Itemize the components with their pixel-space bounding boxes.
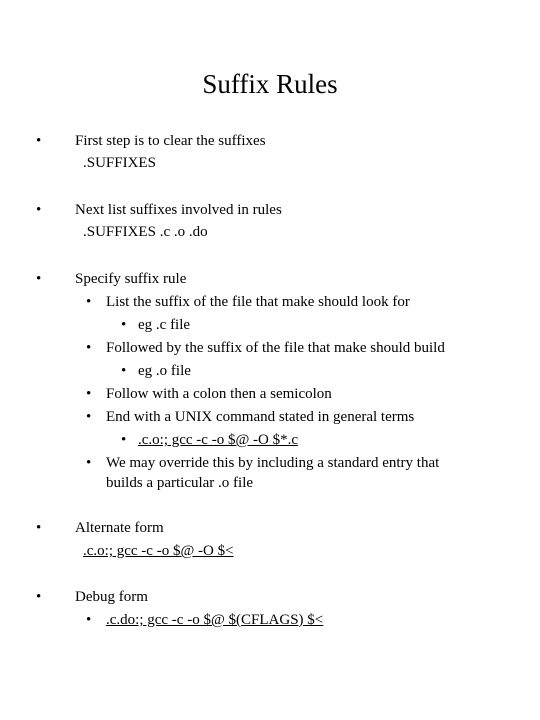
item-2-text: Next list suffixes involved in rules — [75, 202, 282, 218]
bullet-icon: • — [36, 271, 42, 287]
bullet-icon: • — [36, 133, 42, 149]
subsub-bullet-icon: • — [121, 363, 127, 379]
item-3-text: Specify suffix rule — [75, 271, 187, 287]
item-3-sub-2-detail: eg .o file — [138, 363, 191, 379]
item-3-sub-5-cont: builds a particular .o file — [106, 475, 254, 491]
item-1-text: First step is to clear the suffixes — [75, 133, 266, 149]
item-4-text: Alternate form — [75, 520, 164, 536]
item-3-sub-1: List the suffix of the file that make should look for — [106, 294, 410, 310]
sub-bullet-icon: • — [86, 455, 92, 471]
bullet-icon: • — [36, 520, 42, 536]
sub-bullet-icon: • — [86, 409, 92, 425]
item-3-sub-2: Followed by the suffix of the file that make should build — [106, 340, 445, 356]
subsub-bullet-icon: • — [121, 317, 127, 333]
item-5-sub-1: .c.do:; gcc -c -o $@ $(CFLAGS) $< — [106, 612, 324, 628]
item-3-sub-3: Follow with a colon then a semicolon — [106, 386, 332, 402]
subsub-bullet-icon: • — [121, 432, 127, 448]
item-3-sub-4-detail: .c.o:; gcc -c -o $@ -O $*.c — [138, 432, 299, 448]
item-4-code: .c.o:; gcc -c -o $@ -O $< — [83, 543, 234, 559]
bullet-icon: • — [36, 202, 42, 218]
sub-bullet-icon: • — [86, 612, 92, 628]
item-3-sub-1-detail: eg .c file — [138, 317, 191, 333]
item-3-sub-4: End with a UNIX command stated in general terms — [106, 409, 415, 425]
sub-bullet-icon: • — [86, 386, 92, 402]
slide-title: Suffix Rules — [202, 69, 338, 99]
item-3-sub-5: We may override this by including a standard entry that — [106, 455, 440, 471]
item-5-text: Debug form — [75, 589, 148, 605]
bullet-icon: • — [36, 589, 42, 605]
sub-bullet-icon: • — [86, 294, 92, 310]
sub-bullet-icon: • — [86, 340, 92, 356]
item-2-code: .SUFFIXES .c .o .do — [83, 224, 208, 240]
item-1-code: .SUFFIXES — [83, 155, 156, 171]
